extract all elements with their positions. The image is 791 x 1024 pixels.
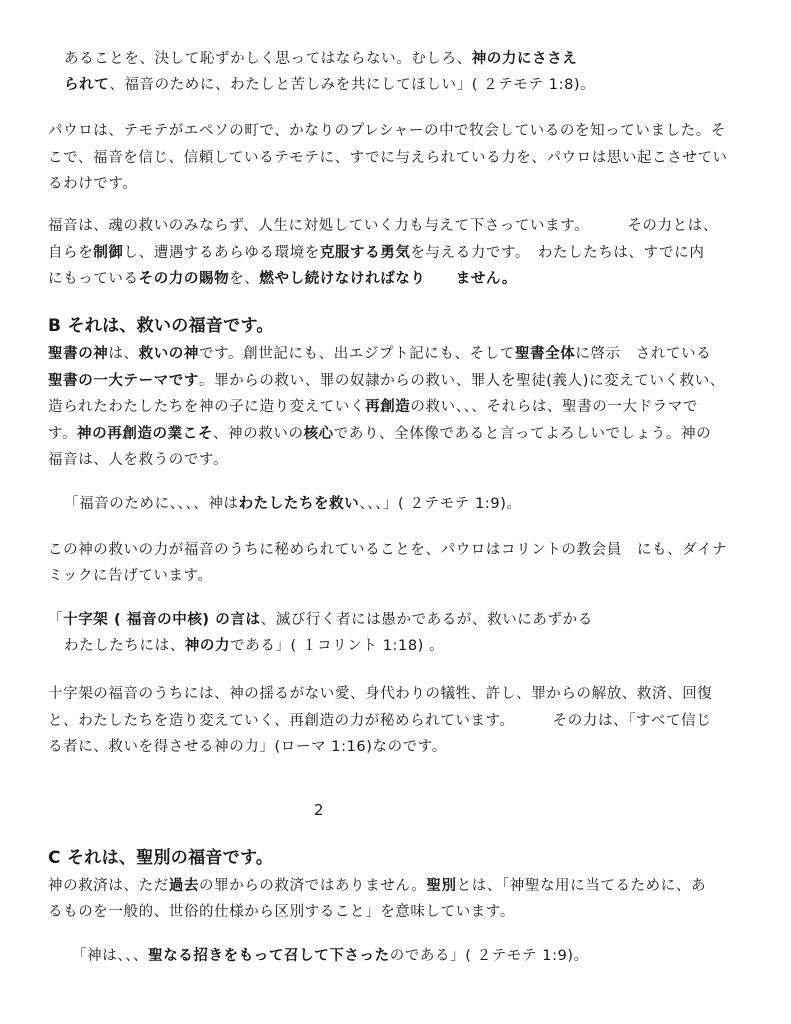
bold-text-run: 核心 [303, 426, 334, 442]
section-b-line5 [48, 450, 228, 470]
bold-text-run: その力の賜物 [138, 271, 230, 287]
bold-text-run: 神の力にささえ [471, 51, 578, 67]
bold-text-run: 神の力 [184, 638, 231, 654]
section-b-para-line2 [48, 566, 213, 586]
text-run: 「 [48, 612, 64, 628]
text-run: パウロは、テモテがエペソの町で、かなりのプレシャーの中で牧会しているのを知っていました。そ [48, 123, 726, 139]
bold-text-run: 再創造 [365, 399, 411, 415]
text-run: るわけです。 [48, 176, 138, 192]
page-number: 2 [314, 801, 324, 819]
text-run: わたしたちには、 [64, 638, 185, 654]
bold-text-run: 十字架 ( 福音の中核) の言は [63, 612, 261, 628]
text-run: ミックに告げています。 [48, 568, 213, 584]
text-run: である」( １コリント 1:18) 。 [230, 638, 445, 654]
text-run: 「神は、、、 [72, 948, 149, 964]
section-b-quote [64, 494, 522, 514]
text-run: あることを、決して恥ずかしく思ってはならない。むしろ、 [64, 51, 472, 67]
text-run: にもっている [48, 271, 139, 287]
section-b-line3 [48, 397, 698, 417]
bold-text-run: られて [64, 77, 110, 93]
text-run: を与える力です。 わたしたちは、すでに内 [410, 245, 705, 261]
bold-text-run: 聖別 [426, 878, 457, 894]
para1-line3 [48, 174, 137, 194]
section-b-quote2-line2 [64, 636, 444, 656]
bold-text-run: 神の再創造の業こそ [77, 426, 213, 442]
text-run: 、滅び行く者には愚かであるが、救いにあずかる [260, 612, 593, 628]
bold-text-run: わたしたちを救い [238, 496, 360, 512]
section-b-para3-line3 [48, 737, 447, 757]
text-run: 、福音のために、わたしと苦しみを共にしてほしい」( ２テモテ 1:8)。 [109, 77, 596, 93]
text-run: るものを一般的、世俗的仕様から区別すること」を意味しています。 [48, 904, 515, 920]
bold-text-run: 聖なる招きをもって召して下さった [148, 948, 390, 964]
text-run: の救い、、、それらは、聖書の一大ドラマで [410, 399, 698, 415]
quote1-line1 [64, 49, 577, 69]
text-run: 福音は、魂の救いのみならず、人生に対処していく力も与えて下さっています。 その力とは、 [48, 218, 718, 234]
text-run: る者に、救いを得させる神の力」(ローマ 1:16)なのです。 [48, 739, 447, 755]
section-b-para3-line2 [48, 711, 711, 731]
bold-text-run: 救いの神 [138, 346, 200, 362]
text-run: とは、「神聖な用に当てるために、あ [456, 878, 707, 894]
text-run: 、神の救いの [212, 426, 304, 442]
bold-text-run: 制御 [93, 245, 124, 261]
text-run: 造られたわたしたちを神の子に造り変えていく [48, 399, 366, 415]
bold-text-run: 聖書の一大テーマです [48, 373, 199, 389]
section-c-line1 [48, 876, 706, 896]
bold-text-run: 燃やし続けなければなり ません。 [259, 271, 517, 287]
text-run: の罪からの救済ではありません。 [199, 878, 427, 894]
section-c-line2 [48, 902, 515, 922]
section-c-quote [72, 946, 589, 966]
text-run: は、 [108, 346, 139, 362]
section-b-heading: B それは、救いの福音です。 [48, 316, 274, 336]
section-b-line1 [48, 344, 711, 364]
text-run: のである」( ２テモテ 1:9)。 [389, 948, 589, 964]
para2-line2 [48, 243, 704, 263]
section-b-quote2-line1 [48, 610, 593, 630]
para1-line1 [48, 121, 726, 141]
text-run: に啓示 されている [575, 346, 712, 362]
para2-line1 [48, 216, 718, 236]
section-b-line2 [48, 371, 725, 391]
text-run: この神の救いの力が福音のうちに秘められていることを、パウロはコリントの教会員 にも、ダイナ [48, 542, 728, 558]
text-run: す。 [48, 426, 78, 442]
para1-line2 [48, 148, 728, 168]
text-run: し、遭遇するあらゆる環境を [123, 245, 320, 261]
text-run: 自らを [48, 245, 94, 261]
text-run: 「福音のために、、、、神は [64, 496, 239, 512]
text-run: であり、全体像であると言ってよろしいでしょう。神の [333, 426, 712, 442]
text-run: 神の救済は、ただ [48, 878, 169, 894]
text-run: 福音は、人を救うのです。 [48, 452, 229, 468]
section-b-line4 [48, 424, 711, 444]
bold-text-run: 聖書全体 [514, 346, 576, 362]
bold-text-run: 過去 [168, 878, 200, 894]
text-run: です。創世記にも、出エジプト記にも、そして [199, 346, 515, 362]
text-run: こで、福音を信じ、信頼しているテモテに、すでに与えられている力を、パウロは思い起こさせてい [48, 150, 728, 166]
section-b-para-line1 [48, 540, 727, 560]
quote1-line2 [64, 75, 595, 95]
section-c-heading: C それは、聖別の福音です。 [48, 848, 274, 868]
para2-line3 [48, 269, 517, 289]
bold-text-run: 聖書の神 [48, 346, 109, 362]
text-run: と、わたしたちを造り変えていく、再創造の力が秘められています。 その力は、「すべて信じ [48, 713, 712, 729]
text-run: 、、、」( ２テモテ 1:9)。 [359, 496, 522, 512]
text-run: を、 [229, 271, 260, 287]
text-run: 。罪からの救い、罪の奴隷からの救い、罪人を聖徒(義人)に変えていく救い、 [199, 373, 725, 389]
text-run: 十字架の福音のうちには、神の揺るがない愛、身代わりの犠牲、許し、罪からの解放、救済、回復 [48, 686, 713, 702]
section-b-para3-line1 [48, 684, 712, 704]
bold-text-run: 克服する勇気 [319, 245, 411, 261]
